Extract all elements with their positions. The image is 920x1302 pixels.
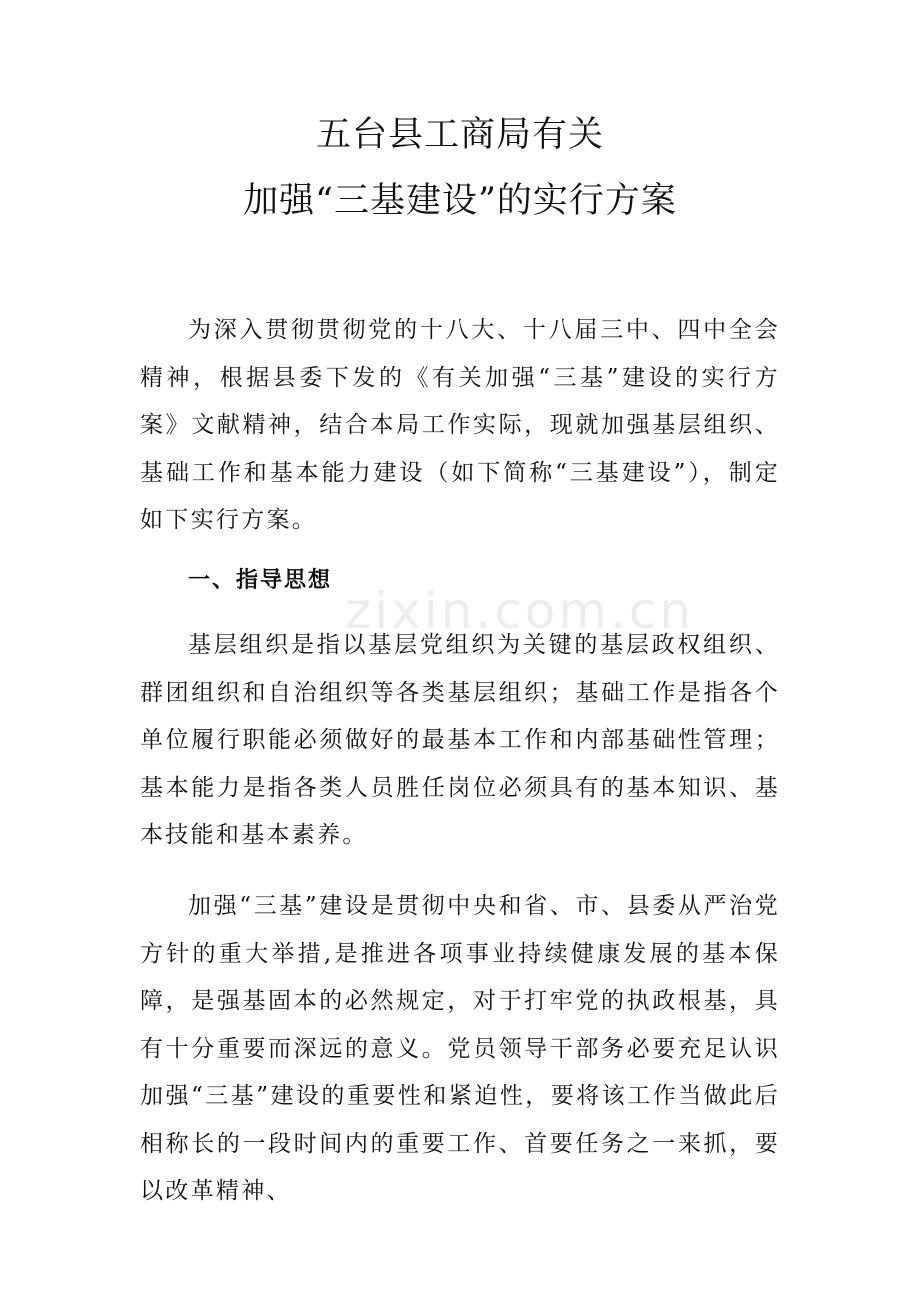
body-paragraph-2: 加强“三基”建设是贯彻中央和省、市、县委从严治党方针的重大举措,是推进各项事业持续健康发展的基本保障，是强基固本的必然规定，对于打牢党的执政根基，具有十分重要而深远的意义。党员领导干部务必要充足认识加强“三基”建设的重要性和紧迫性，要将该工作当做此后相称长的一段时间内的重要工作、首要任务之一来抓，要以改革精神、 — [140, 893, 780, 1204]
body-paragraph-1: 基层组织是指以基层党组织为关键的基层政权组织、群团组织和自治组织等各类基层组织；基础工作是指各个单位履行职能必须做好的最基本工作和内部基础性管理；基本能力是指各类人员胜任岗位必须具有的基本知识、基本技能和基本素养。 — [140, 632, 780, 848]
section-heading: 一、指导思想 — [188, 568, 333, 593]
watermark: zixin.com.cn — [345, 582, 695, 640]
document-title-line1: 五台县工商局有关 — [315, 115, 604, 155]
document-title-line2: 加强“三基建设”的实行方案 — [243, 181, 677, 221]
intro-paragraph: 为深入贯彻贯彻党的十八大、十八届三中、四中全会精神，根据县委下发的《有关加强“三基”建设的实行方案》文献精神，结合本局工作实际，现就加强基层组织、基础工作和基本能力建设（如下简称“三基建设”），制定如下实行方案。 — [140, 317, 780, 533]
